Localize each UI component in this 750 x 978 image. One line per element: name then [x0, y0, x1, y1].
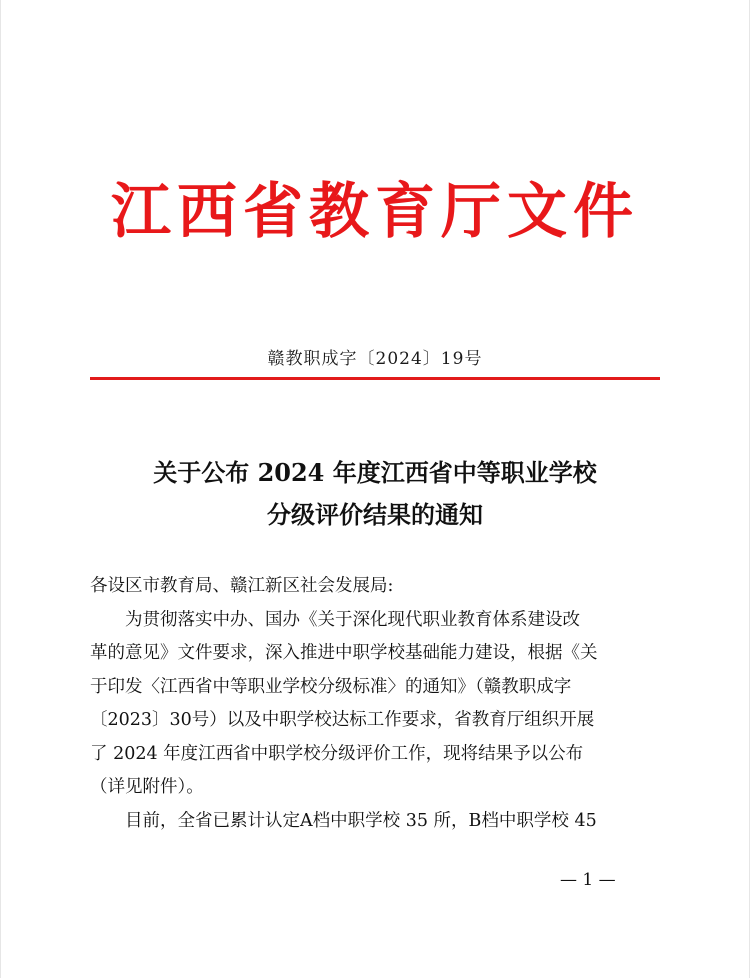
paragraph-1-line-2: 革的意见》文件要求，深入推进中职学校基础能力建设，根据《关	[90, 643, 598, 663]
paragraph-1-line-5: 了 2024 年度江西省中职学校分级评价工作，现将结果予以公布	[90, 743, 584, 764]
notice-body	[90, 570, 662, 838]
document-masthead: 江西省教育厅文件	[111, 177, 639, 247]
notice-title-line-1: 关于公布 2024 年度江西省中等职业学校	[153, 458, 597, 487]
document-number: 赣教职成字〔2024〕19号	[267, 349, 483, 369]
paragraph-1-line-3: 于印发〈江西省中等职业学校分级标准〉的通知》（赣教职成字	[90, 676, 572, 697]
red-divider-line	[90, 377, 660, 380]
salutation: 各设区市教育局、赣江新区社会发展局:	[90, 576, 394, 596]
paragraph-1-line-1: 为贯彻落实中办、国办《关于深化现代职业教育体系建设改	[125, 609, 580, 630]
paragraph-1-line-4: 〔2023〕30号）以及中职学校达标工作要求，省教育厅组织开展	[90, 710, 595, 730]
paragraph-2-line-1: 目前，全省已累计认定A档中职学校 35 所，B档中职学校 45	[125, 810, 597, 831]
notice-title	[0, 452, 750, 536]
page-number: — 1 —	[560, 870, 616, 890]
notice-title-line-2: 分级评价结果的通知	[267, 500, 483, 529]
paragraph-1-line-6: （详见附件）。	[90, 777, 204, 797]
